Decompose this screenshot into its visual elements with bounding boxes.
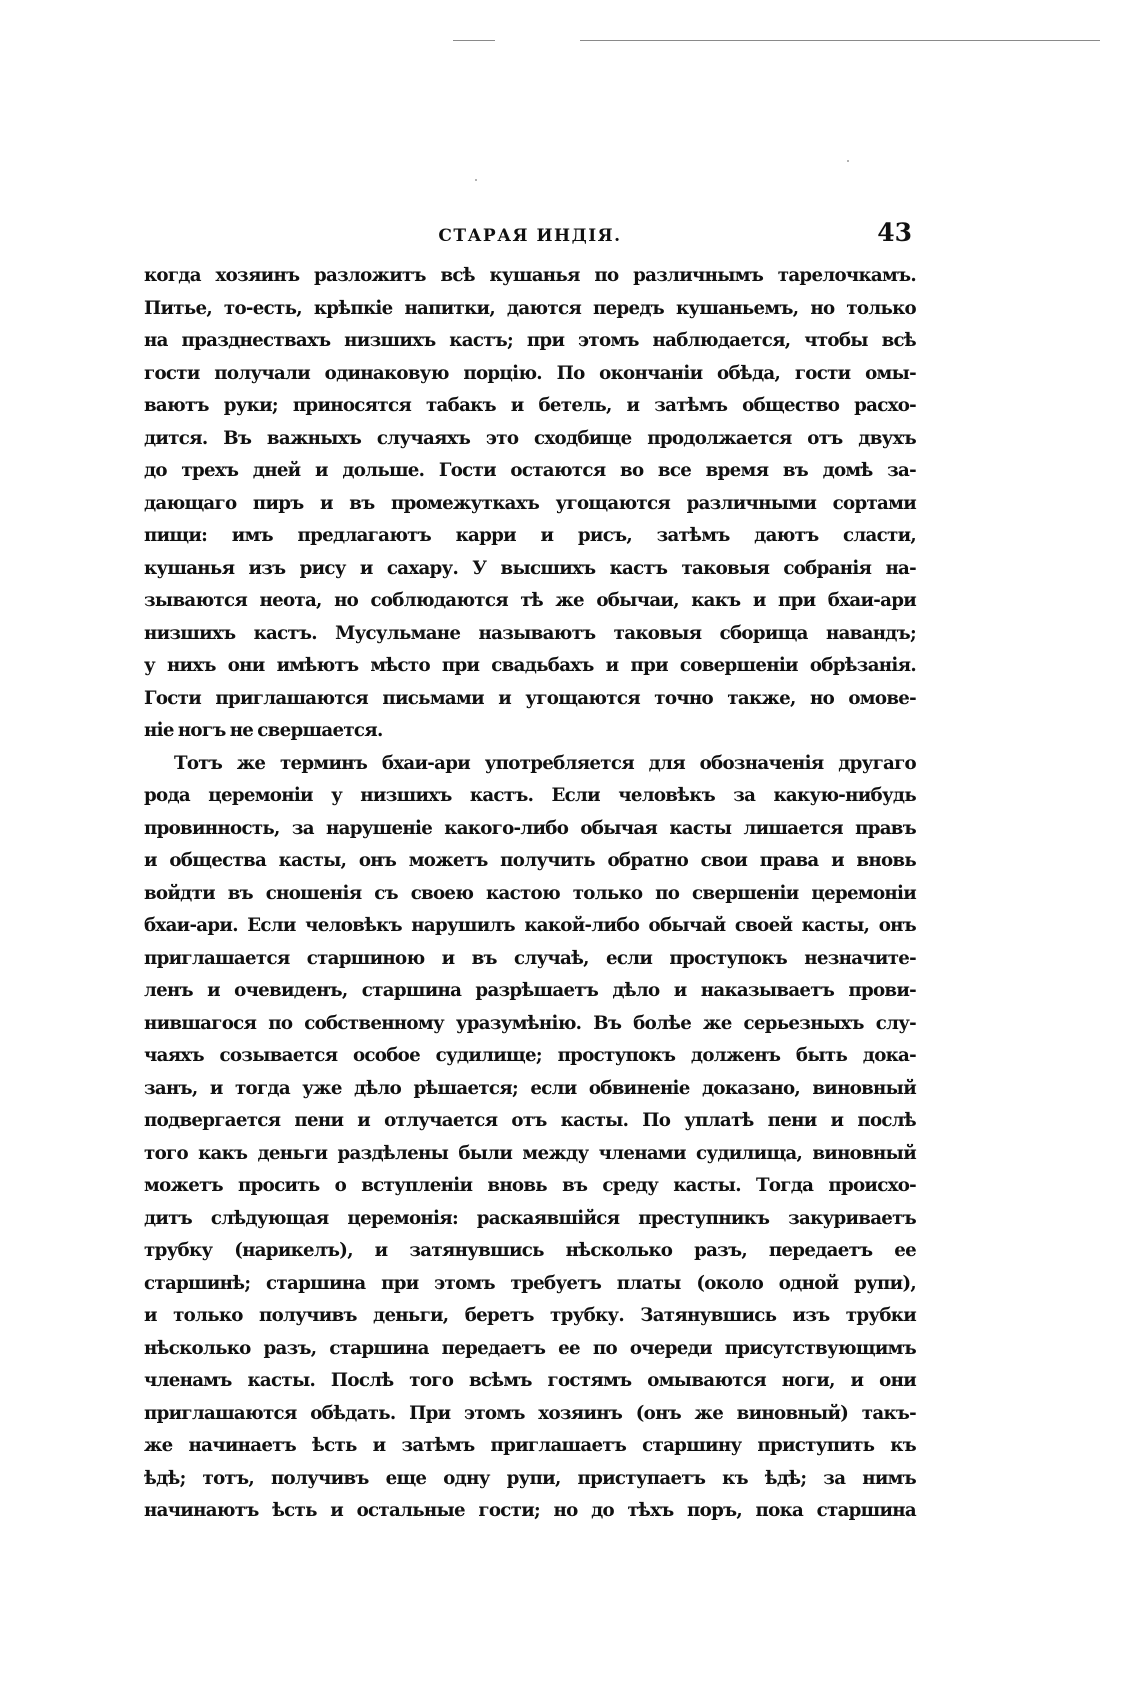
text-line: Питье, то-есть, крѣпкіе напитки, даются передъ кушаньемъ, но только xyxy=(144,297,916,319)
text-line: нившагося по собственному уразумѣнію. Въ болѣе же серьезныхъ слу- xyxy=(144,1012,916,1034)
text-line: войдти въ сношенія съ своею кастою только по свершеніи церемоніи xyxy=(144,882,916,904)
book-page xyxy=(144,218,916,1528)
text-line: приглашаются обѣдать. При этомъ хозяинъ (онъ же виновный) такъ- xyxy=(144,1402,916,1424)
text-line: пищи: имъ предлагаютъ карри и рисъ, затѣмъ даютъ сласти, xyxy=(144,525,916,546)
paragraph-2 xyxy=(144,748,916,1528)
text-line: провинность, за нарушеніе какого-либо обычая касты лишается правъ xyxy=(144,817,916,839)
text-line: кушанья изъ рису и сахару. У высшихъ кастъ таковыя собранія на- xyxy=(144,557,916,579)
text-line: когда хозяинъ разложитъ всѣ кушанья по различнымъ тарелочкамъ. xyxy=(144,265,916,286)
text-line: старшинѣ; старшина при этомъ требуетъ платы (около одной рупи), xyxy=(144,1272,916,1294)
text-line: чаяхъ созывается особое судилище; проступокъ долженъ быть дока- xyxy=(144,1045,916,1066)
text-line: ленъ и очевиденъ, старшина разрѣшаетъ дѣло и наказываетъ прови- xyxy=(144,980,916,1001)
text-line: зываются неота, но соблюдаются тѣ же обычаи, какъ и при бхаи-ари xyxy=(144,590,916,611)
text-line: ѣдѣ; тотъ, получивъ еще одну рупи, приступаетъ къ ѣдѣ; за нимъ xyxy=(144,1467,916,1489)
paragraph-1 xyxy=(144,260,916,748)
text-line: нѣсколько разъ, старшина передаетъ ее по очереди присутствующимъ xyxy=(144,1337,916,1359)
text-line: низшихъ кастъ. Мусульмане называютъ таковыя сборища навандъ; xyxy=(144,622,916,644)
running-head xyxy=(144,218,916,258)
scan-speck xyxy=(475,179,477,181)
text-line: рода церемоніи у низшихъ кастъ. Если человѣкъ за какую-нибудь xyxy=(144,785,916,806)
text-line: можетъ просить о вступленіи вновь въ среду касты. Тогда происхо- xyxy=(144,1175,916,1196)
scan-edge-line xyxy=(453,40,495,41)
page-number: 43 xyxy=(877,218,912,247)
text-line: ваютъ руки; приносятся табакъ и бетель, и затѣмъ общество расхо- xyxy=(144,395,916,416)
text-line: и только получивъ деньги, беретъ трубку. Затянувшись изъ трубки xyxy=(144,1305,916,1326)
scan-edge-line xyxy=(580,40,1100,41)
text-line: приглашается старшиною и въ случаѣ, если проступокъ незначите- xyxy=(144,947,916,969)
text-line: дитъ слѣдующая церемонія: раскаявшійся преступникъ закуриваетъ xyxy=(144,1207,916,1229)
text-line: членамъ касты. Послѣ того всѣмъ гостямъ омываются ноги, и они xyxy=(144,1370,916,1391)
text-line: же начинаетъ ѣсть и затѣмъ приглашаетъ старшину приступить къ xyxy=(144,1435,916,1456)
text-line: до трехъ дней и дольше. Гости остаются во все время въ домѣ за- xyxy=(144,460,916,481)
text-line: дится. Въ важныхъ случаяхъ это сходбище продолжается отъ двухъ xyxy=(144,427,916,449)
text-line: у нихъ они имѣютъ мѣсто при свадьбахъ и при совершеніи обрѣзанія. xyxy=(144,655,916,676)
text-line: и общества касты, онъ можетъ получить обратно свои права и вновь xyxy=(144,850,916,871)
text-line: начинаютъ ѣсть и остальные гости; но до тѣхъ поръ, пока старшина xyxy=(144,1500,916,1521)
text-line: Гости приглашаются письмами и угощаются точно также, но омове- xyxy=(144,687,916,709)
text-line: занъ, и тогда уже дѣло рѣшается; если обвиненіе доказано, виновный xyxy=(144,1077,916,1099)
text-line: подвергается пени и отлучается отъ касты. По уплатѣ пени и послѣ xyxy=(144,1110,916,1131)
text-line: Тотъ же терминъ бхаи-ари употребляется для обозначенія другаго xyxy=(174,752,916,774)
scan-speck xyxy=(847,160,849,162)
text-line: ніе ногъ не свершается. xyxy=(144,720,383,741)
text-line: на празднествахъ низшихъ кастъ; при этомъ наблюдается, чтобы всѣ xyxy=(144,330,916,351)
text-line: дающаго пиръ и въ промежуткахъ угощаются различными сортами xyxy=(144,492,916,514)
text-line: того какъ деньги раздѣлены были между членами судилища, виновный xyxy=(144,1142,916,1164)
text-line: гости получали одинаковую порцію. По окончаніи обѣда, гости омы- xyxy=(144,362,916,384)
running-title: СТАРАЯ ИНДІЯ. xyxy=(438,226,622,246)
text-line: бхаи-ари. Если человѣкъ нарушилъ какой-либо обычай своей касты, онъ xyxy=(144,915,916,936)
text-line: трубку (нарикелъ), и затянувшись нѣсколько разъ, передаетъ ее xyxy=(144,1240,916,1261)
